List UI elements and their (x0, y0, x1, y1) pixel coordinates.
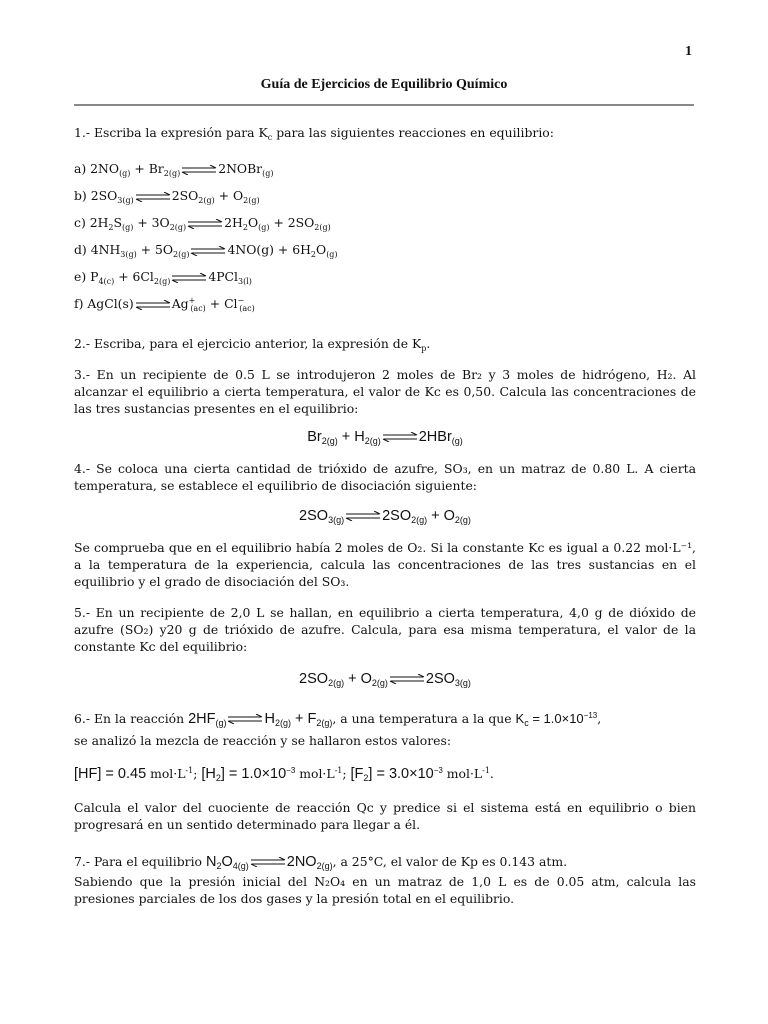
question-7-equation: $N_2O_{4(g)}$ $2NO_{2(g)}$ (205, 854, 333, 871)
question-3: 3.- En un recipiente de 0.5 L se introdujeron 2 moles de Br₂ y 3 moles de hidrógeno, H₂. Al alcanzar el equilibrio a cierta temperatura, el valor de Kc es 0,50. Calcula las concentraciones de las tres sustancias presentes en el equilibrio: (74, 367, 696, 416)
equilibrium-arrow-icon (171, 273, 207, 283)
reaction-f: f) AgCl(s) $Ag^+_{(ac)} + Cl^-_{(ac)}$ (74, 296, 255, 313)
reaction-list (74, 155, 696, 317)
title-divider (74, 104, 694, 106)
reaction-b: b) $2SO_{3(g)}$ $2SO_{2(g)} + O_{2(g)}$ (74, 188, 260, 205)
question-7-text-end: Sabiendo que la presión inicial del N₂O₄ en un matraz de 1,0 L es de 0.05 atm, calcula las presiones parciales de los dos gases y la presión total en el equilibrio. (74, 874, 696, 906)
question-3-equation: $Br_{2(g)} + H_{2(g)}$ 2HBr$_{(g)}$ (307, 429, 463, 446)
question-1-text: 1.- Escriba la expresión para K (74, 125, 268, 140)
equilibrium-arrow-icon (181, 165, 217, 175)
equilibrium-arrow-icon (382, 432, 418, 442)
question-6-text-end: Calcula el valor del cuociente de reacción Qc y predice si el sistema está en equilibrio o bien progresará en un sentido determinado para llegar a él. (74, 800, 696, 832)
document-body (74, 124, 696, 907)
kc-subscript: c (267, 133, 273, 142)
question-6-text: 6.- En la reacción (74, 711, 185, 726)
kp-subscript: p (421, 344, 427, 353)
question-4-text: Se comprueba que en el equilibrio había 2 moles de O₂. Si la constante Kc es igual a 0.22 mol·L⁻¹, a la temperatura de la experiencia, calcula las concentraciones de las tres sustancias en el equilibrio y el grado de disociación del SO₃. (74, 540, 696, 589)
page-number: 1 (685, 44, 692, 59)
question-7 (74, 853, 696, 871)
reaction-label: d) (74, 242, 87, 257)
question-2 (74, 335, 696, 352)
question-6-equation: $2HF_{(g)}$ $H_{2(g)} + F_{2(g)}$ (188, 711, 333, 728)
reaction-c: c) $2H_2S_{(g)} + 3O_{2(g)}$ $2H_2O_{(g)} + 2SO_{2(g)}$ (74, 215, 331, 232)
equilibrium-arrow-icon (135, 300, 171, 310)
reaction-a: a) $2NO_{(g)} + Br_{2(g)}$ 2NOBr$_{(g)}$ (74, 161, 274, 178)
question-6-text-mid: , a una temperatura a la que (332, 711, 512, 726)
reaction-label: a) (74, 161, 87, 176)
question-7-text: 7.- Para el equilibrio (74, 854, 203, 869)
question-1 (74, 124, 696, 141)
reaction-label: f) (74, 296, 84, 311)
question-5: 5.- En un recipiente de 2,0 L se hallan, en equilibrio a cierta temperatura, 4,0 g de dióxido de azufre (SO₂) y20 g de trióxido de azufre. Calcula, para esa misma temperatura, el valor de la constante Kc del equilibrio: (74, 605, 696, 654)
equilibrium-arrow-icon (190, 246, 226, 256)
equilibrium-arrow-icon (227, 714, 263, 724)
equilibrium-arrow-icon (389, 674, 425, 684)
question-7-text-mid: , a 25°C, el valor de Kp es 0.143 atm. (332, 854, 568, 869)
question-5-equation: $2SO_{2(g)} + O_{2(g)}$ $2SO_{3(g)}$ (299, 671, 471, 688)
kc-value: $K_c = 1.0\times 10^{-13}$ (515, 711, 598, 728)
question-2-text-end: . (426, 336, 431, 351)
reaction-label: c) (74, 215, 86, 230)
question-6-line-2: se analizó la mezcla de reacción y se hallaron estos valores: (74, 733, 452, 748)
reaction-label: e) (74, 269, 87, 284)
question-4-intro: 4.- Se coloca una cierta cantidad de trióxido de azufre, SO₃, en un matraz de 0.80 L. A cierta temperatura, se establece el equilibrio de disociación siguiente: (74, 461, 696, 493)
reaction-label: b) (74, 188, 87, 203)
question-6: 6.- En la reacción $2HF_{(g)}$ $H_{2(g)} + F_{2(g)}$, a una temperatura a la que $K_c = 1.0\times 10^{-13}$, (74, 711, 602, 728)
reaction-e: e) $P_{4(c)} + 6Cl_{2(g)}$ 4PCl$_{3(l)}$ (74, 269, 252, 286)
question-6-values: [HF] = 0.45 $mol\cdot L^{-1}$; $[H_2] = 1.0\times 10^{-3}$ $mol\cdot L^{-1}$; $[F_2] = 3.0\times 10^{-3}$ $mol\cdot L^{-1}$. (74, 766, 494, 783)
question-2-text: 2.- Escriba, para el ejercicio anterior, la expresión de K (74, 336, 422, 351)
equilibrium-arrow-icon (345, 511, 381, 521)
question-4-equation: $2SO_{3(g)}$ $2SO_{2(g)} + O_{2(g)}$ (299, 508, 471, 525)
reaction-d: d) $4NH_{3(g)} + 5O_{2(g)}$ $4NO(g) + 6H_2O_{(g)}$ (74, 242, 338, 259)
equilibrium-arrow-icon (187, 219, 223, 229)
question-1-text-end: para las siguientes reacciones en equilibrio: (272, 125, 554, 140)
equilibrium-arrow-icon (250, 857, 286, 867)
equilibrium-arrow-icon (135, 192, 171, 202)
page-title: Guía de Ejercicios de Equilibrio Químico (260, 77, 508, 92)
